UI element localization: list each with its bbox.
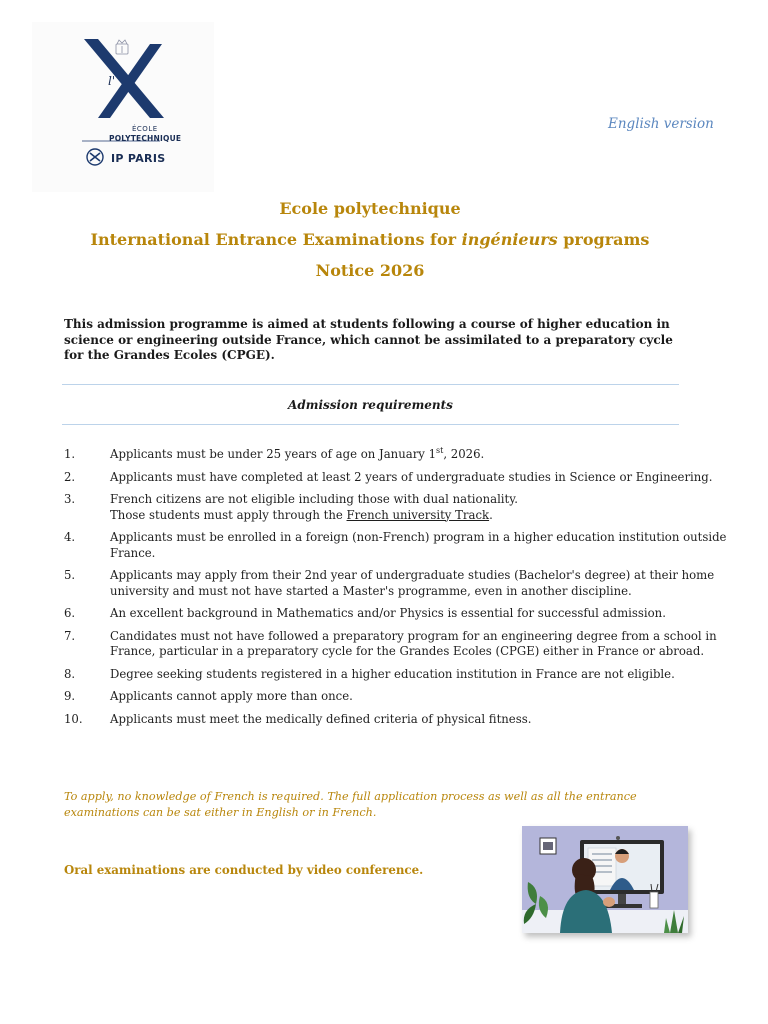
oral-exam-note: Oral examinations are conducted by video conference. [64,863,424,877]
list-item-number: 8. [64,666,76,681]
list-item-text: French citizens are not eligible including those with dual nationality. [110,492,519,506]
list-item-text-end: . [489,507,493,522]
list-item [64,568,754,599]
list-item-text: Applicants must meet the medically defined criteria of physical fitness. [110,711,532,726]
subtitle-part-2: programs [557,230,650,249]
list-item [64,492,754,523]
list-item-number: 2. [64,469,76,484]
list-item-text: Degree seeking students registered in a higher education institution in France are not eligible. [110,666,675,681]
notice-year: Notice 2026 [315,261,425,280]
requirements-list [64,447,754,734]
list-item-text: Applicants cannot apply more than once. [110,689,353,703]
french-university-track-link[interactable]: French university Track [346,507,490,522]
list-item-number: 10. [64,711,83,726]
list-item [64,629,754,660]
divider-top [62,384,679,385]
list-item-number: 5. [64,568,76,582]
list-item-number: 7. [64,628,76,643]
list-item-text: Candidates must not have followed a preparatory program for an engineering degree from a school in France, particular in a preparatory cycle for the Grandes Ecoles (CPGE) either in France or abroad. [110,628,717,658]
list-item [64,447,754,463]
list-item [64,712,754,728]
list-item-text-end: , 2026. [443,447,485,461]
list-item-number: 9. [64,689,76,703]
list-item-text: Applicants may apply from their 2nd year of undergraduate studies (Bachelor's degree) at their home university and must not have started a Master's programme, even in another discipline. [110,568,715,598]
list-item-text-2: Those students must apply through the [110,507,347,522]
list-item-number: 6. [64,606,76,620]
logo-l-prefix: l' [108,74,116,88]
list-item-number: 1. [64,447,76,461]
apply-note: To apply, no knowledge of French is required. The full application process as well as all the entrance examinations can be sat either in English or in French. [64,790,637,819]
x-emblem-icon [32,22,214,192]
divider-bottom [62,424,679,425]
admission-requirements-heading: Admission requirements [288,398,453,412]
list-item-number: 4. [64,530,76,544]
list-item-text: An excellent background in Mathematics and/or Physics is essential for successful admission. [110,606,666,620]
subtitle-italic-word: ingénieurs [461,230,558,249]
list-item [64,689,754,705]
list-item [64,530,754,561]
ecole-polytechnique-logo [32,22,214,192]
page-title: Ecole polytechnique [279,199,461,218]
english-version-link[interactable]: English version [608,116,714,132]
video-call-scene-icon [522,826,688,933]
logo-polytechnique-text: POLYTECHNIQUE [109,134,182,143]
page-subtitle [0,230,740,249]
list-item-text: Applicants must be enrolled in a foreign (non-French) program in a higher education institution outside France. [110,530,727,560]
video-conference-illustration [522,826,688,933]
list-item [64,667,754,683]
subtitle-part-1: International Entrance Examinations for [90,230,462,249]
superscript: st [436,446,444,456]
list-item-number: 3. [64,492,76,506]
list-item [64,606,754,622]
logo-ip-paris-text: IP PARIS [111,152,166,165]
logo-ecole-text: ÉCOLE [132,125,158,133]
list-item-text: Applicants must have completed at least 2 years of undergraduate studies in Science or Engineering. [110,469,713,484]
list-item [64,470,754,486]
intro-paragraph: This admission programme is aimed at students following a course of higher education in science or engineering outside France, which cannot be assimilated to a preparatory cycle for the Grandes Ecoles (CPGE). [64,317,673,362]
list-item-text: Applicants must be under 25 years of age on January 1 [110,447,437,461]
